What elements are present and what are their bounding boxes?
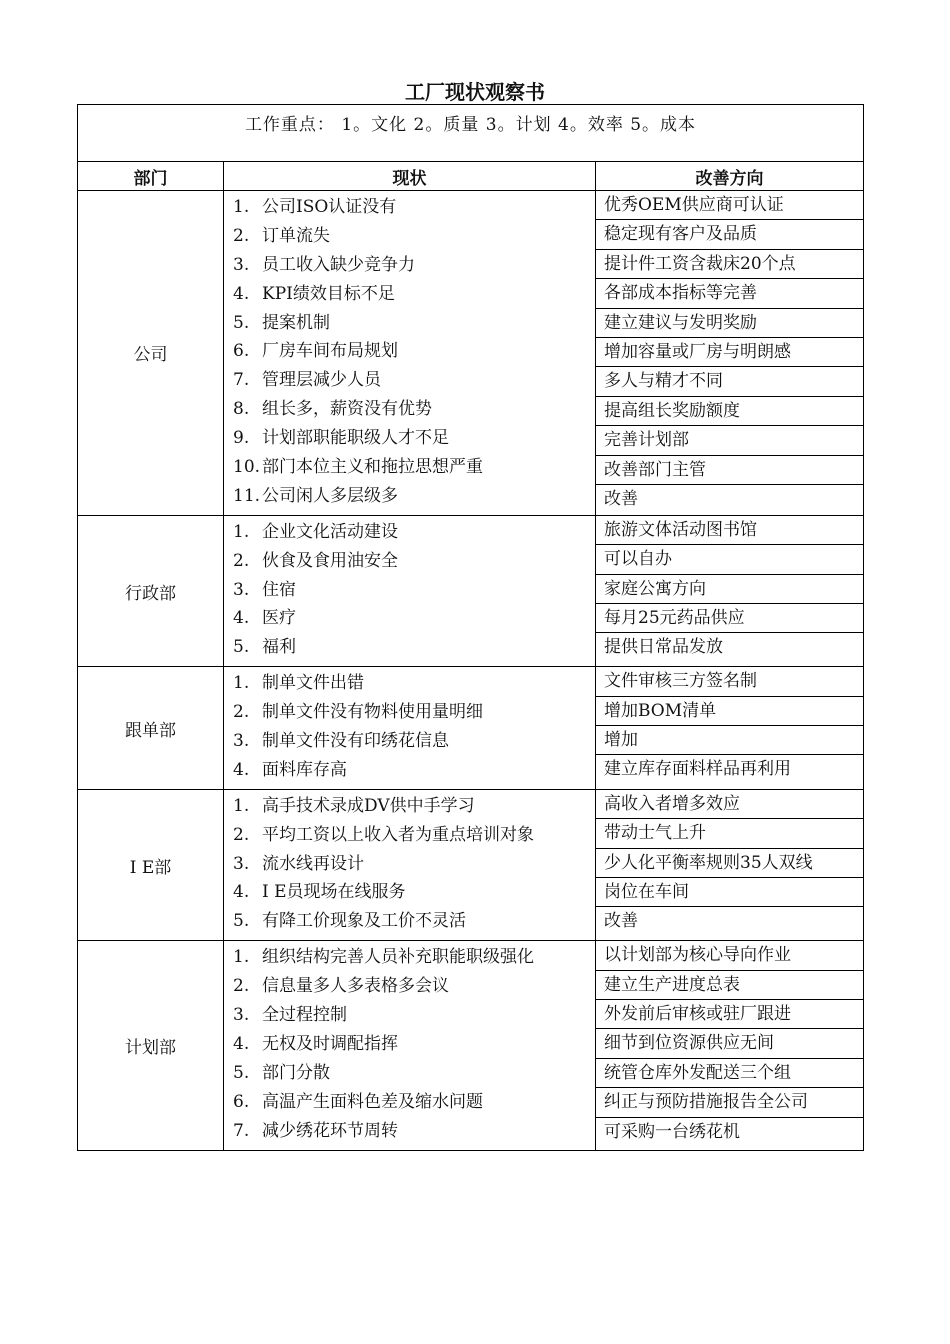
dept-cell: 计划部 xyxy=(78,941,224,1150)
status-item-text: 企业文化活动建设 xyxy=(262,521,398,542)
status-item-text: 管理层减少人员 xyxy=(262,370,381,391)
status-item xyxy=(233,756,595,785)
improve-item: 稳定现有客户及品质 xyxy=(596,220,863,249)
status-cell xyxy=(224,789,596,940)
status-item xyxy=(233,698,595,727)
status-item-text: 计划部职能职级人才不足 xyxy=(262,428,449,449)
status-item-number: 5. xyxy=(233,312,250,333)
status-item-text: 全过程控制 xyxy=(262,1005,347,1026)
header-improve: 改善方向 xyxy=(596,162,864,191)
section-row xyxy=(78,667,864,790)
status-item-number: 3. xyxy=(233,731,250,752)
status-item xyxy=(233,337,595,366)
improve-item: 每月25元药品供应 xyxy=(596,604,863,633)
status-item-number: 7. xyxy=(233,370,250,391)
focus-row xyxy=(78,105,864,162)
header-dept: 部门 xyxy=(78,162,224,191)
header-row xyxy=(78,162,864,191)
status-item-text: 部门本位主义和拖拉思想严重 xyxy=(262,457,483,478)
status-item xyxy=(233,453,595,482)
status-item-text: 面料库存高 xyxy=(262,759,347,780)
status-list xyxy=(224,191,595,515)
status-item-number: 1. xyxy=(233,947,250,968)
improve-item: 细节到位资源供应无间 xyxy=(596,1029,863,1058)
status-list xyxy=(224,790,595,940)
improve-item: 优秀OEM供应商可认证 xyxy=(596,191,863,220)
status-item-number: 4. xyxy=(233,882,250,903)
improve-list xyxy=(596,790,863,936)
status-item-number: 1. xyxy=(233,197,250,217)
status-item-text: 制单文件没有物料使用量明细 xyxy=(262,702,483,723)
status-item-number: 7. xyxy=(233,1120,250,1141)
improve-item: 可以自办 xyxy=(596,545,863,574)
status-item-number: 3. xyxy=(233,579,250,600)
status-item xyxy=(233,222,595,251)
status-item-text: I E员现场在线服务 xyxy=(262,882,406,903)
status-item-number: 2. xyxy=(233,824,250,845)
improve-item: 提供日常品发放 xyxy=(604,637,723,658)
improve-item: 纠正与预防措施报告全公司 xyxy=(596,1088,863,1117)
improve-item: 可采购一台绣花机 xyxy=(604,1121,740,1142)
status-item xyxy=(233,821,595,850)
status-item-text: 无权及时调配指挥 xyxy=(262,1033,398,1054)
improve-item: 带动士气上升 xyxy=(596,819,863,848)
status-item xyxy=(233,395,595,424)
status-item xyxy=(233,907,595,936)
status-item-text: 制单文件没有印绣花信息 xyxy=(262,731,449,752)
dept-cell: 行政部 xyxy=(78,515,224,666)
improve-item: 多人与精才不同 xyxy=(596,367,863,396)
status-item-text: 福利 xyxy=(262,637,296,658)
improve-item: 提高组长奖励额度 xyxy=(596,397,863,426)
header-status: 现状 xyxy=(224,162,596,191)
section-row xyxy=(78,191,864,516)
improve-item: 建立生产进度总表 xyxy=(596,971,863,1000)
status-item-number: 1. xyxy=(233,521,250,542)
improve-item: 统管仓库外发配送三个组 xyxy=(596,1059,863,1088)
section-row xyxy=(78,515,864,666)
status-item-text: 提案机制 xyxy=(262,312,330,333)
status-item xyxy=(233,1088,595,1117)
status-list xyxy=(224,516,595,666)
status-cell xyxy=(224,667,596,790)
status-item-number: 5. xyxy=(233,1062,250,1083)
improve-list xyxy=(596,191,863,513)
status-item-number: 3. xyxy=(233,1005,250,1026)
status-item-number: 4. xyxy=(233,283,250,304)
section-row xyxy=(78,941,864,1150)
improve-cell xyxy=(596,515,864,666)
status-item-text: 部门分散 xyxy=(262,1062,330,1083)
status-item-text: 公司ISO认证没有 xyxy=(262,197,397,217)
status-item xyxy=(233,193,595,222)
improve-item: 建立库存面料样品再利用 xyxy=(604,759,791,780)
status-list xyxy=(224,667,595,789)
improve-list xyxy=(596,667,863,784)
status-item xyxy=(233,878,595,907)
improve-item: 改善部门主管 xyxy=(596,456,863,485)
improve-cell xyxy=(596,941,864,1150)
improve-list xyxy=(596,516,863,662)
status-item-text: 厂房车间布局规划 xyxy=(262,341,398,362)
dept-cell: 跟单部 xyxy=(78,667,224,790)
status-item xyxy=(233,727,595,756)
status-item-text: 医疗 xyxy=(262,608,296,629)
status-item xyxy=(233,604,595,633)
status-item xyxy=(233,576,595,605)
status-item-number: 3. xyxy=(233,853,250,874)
status-item-number: 11. xyxy=(233,485,261,506)
status-item-number: 5. xyxy=(233,911,250,932)
improve-item: 增加BOM清单 xyxy=(596,697,863,726)
improve-cell xyxy=(596,191,864,516)
status-item-number: 4. xyxy=(233,759,250,780)
improve-item: 旅游文体活动图书馆 xyxy=(596,516,863,545)
status-item-text: 高温产生面料色差及缩水问题 xyxy=(262,1091,483,1112)
status-item-number: 2. xyxy=(233,550,250,571)
improve-item: 家庭公寓方向 xyxy=(596,575,863,604)
observation-table xyxy=(77,104,864,1151)
document-title: 工厂现状观察书 xyxy=(405,80,545,104)
dept-cell: 公司 xyxy=(78,191,224,516)
improve-item: 少人化平衡率规则35人双线 xyxy=(596,849,863,878)
improve-item: 外发前后审核或驻厂跟进 xyxy=(596,1000,863,1029)
status-item xyxy=(233,366,595,395)
status-item-number: 1. xyxy=(233,673,250,694)
status-item xyxy=(233,280,595,309)
status-item-text: 平均工资以上收入者为重点培训对象 xyxy=(262,824,534,845)
status-item-text: 高手技术录成DV供中手学习 xyxy=(262,795,475,816)
status-item-text: 伙食及食用油安全 xyxy=(262,550,398,571)
status-item xyxy=(233,1117,595,1146)
status-item-number: 4. xyxy=(233,608,250,629)
status-item-number: 6. xyxy=(233,341,250,362)
status-cell xyxy=(224,191,596,516)
status-item-number: 9. xyxy=(233,428,250,449)
status-item-text: 减少绣花环节周转 xyxy=(262,1120,398,1141)
status-item xyxy=(233,943,595,972)
status-item-number: 2. xyxy=(233,225,250,246)
work-focus-text: 工作重点： 1。文化 2。质量 3。计划 4。效率 5。成本 xyxy=(244,115,697,135)
status-cell xyxy=(224,941,596,1150)
improve-item: 提计件工资含裁床20个点 xyxy=(596,250,863,279)
focus-cell xyxy=(78,105,864,162)
status-item-text: KPI绩效目标不足 xyxy=(262,283,395,304)
status-item xyxy=(233,424,595,453)
status-item-text: 员工收入缺少竞争力 xyxy=(262,254,415,275)
status-item-text: 公司闲人多层级多 xyxy=(262,485,398,506)
status-item xyxy=(233,1001,595,1030)
status-item xyxy=(233,309,595,338)
status-item-number: 2. xyxy=(233,976,250,997)
status-item xyxy=(233,850,595,879)
status-item-number: 6. xyxy=(233,1091,250,1112)
section-row xyxy=(78,789,864,940)
improve-item: 岗位在车间 xyxy=(596,878,863,907)
improve-list xyxy=(596,941,863,1146)
improve-item: 高收入者增多效应 xyxy=(596,790,863,819)
status-item xyxy=(233,482,595,511)
status-item-number: 5. xyxy=(233,637,250,658)
status-item xyxy=(233,251,595,280)
status-item-text: 制单文件出错 xyxy=(262,673,364,694)
status-item-number: 10. xyxy=(233,457,261,478)
status-item-number: 1. xyxy=(233,795,250,816)
improve-cell xyxy=(596,789,864,940)
status-item-text: 住宿 xyxy=(262,579,296,600)
status-item-text: 组织结构完善人员补充职能职级强化 xyxy=(262,947,534,968)
status-item-number: 2. xyxy=(233,702,250,723)
improve-item: 改善 xyxy=(604,488,638,509)
improve-item: 建立建议与发明奖励 xyxy=(596,309,863,338)
status-list xyxy=(224,941,595,1149)
status-item-text: 有降工价现象及工价不灵活 xyxy=(262,911,466,932)
status-item xyxy=(233,1030,595,1059)
status-item xyxy=(233,792,595,821)
status-item-number: 3. xyxy=(233,254,250,275)
status-item-text: 流水线再设计 xyxy=(262,853,364,874)
status-item-number: 8. xyxy=(233,399,250,420)
dept-cell: I E部 xyxy=(78,789,224,940)
improve-item: 改善 xyxy=(604,911,638,932)
status-item xyxy=(233,518,595,547)
status-item-number: 4. xyxy=(233,1033,250,1054)
status-item-text: 信息量多人多表格多会议 xyxy=(262,976,449,997)
improve-item: 以计划部为核心导向作业 xyxy=(596,941,863,970)
status-item-text: 订单流失 xyxy=(262,225,330,246)
status-cell xyxy=(224,515,596,666)
status-item xyxy=(233,547,595,576)
improve-cell xyxy=(596,667,864,790)
improve-item: 完善计划部 xyxy=(596,426,863,455)
status-item xyxy=(233,972,595,1001)
status-item-text: 组长多，薪资没有优势 xyxy=(262,399,432,420)
improve-item: 文件审核三方签名制 xyxy=(596,667,863,696)
improve-item: 增加 xyxy=(596,726,863,755)
status-item xyxy=(233,633,595,662)
improve-item: 增加容量或厂房与明朗感 xyxy=(596,338,863,367)
status-item xyxy=(233,669,595,698)
improve-item: 各部成本指标等完善 xyxy=(596,279,863,308)
status-item xyxy=(233,1059,595,1088)
